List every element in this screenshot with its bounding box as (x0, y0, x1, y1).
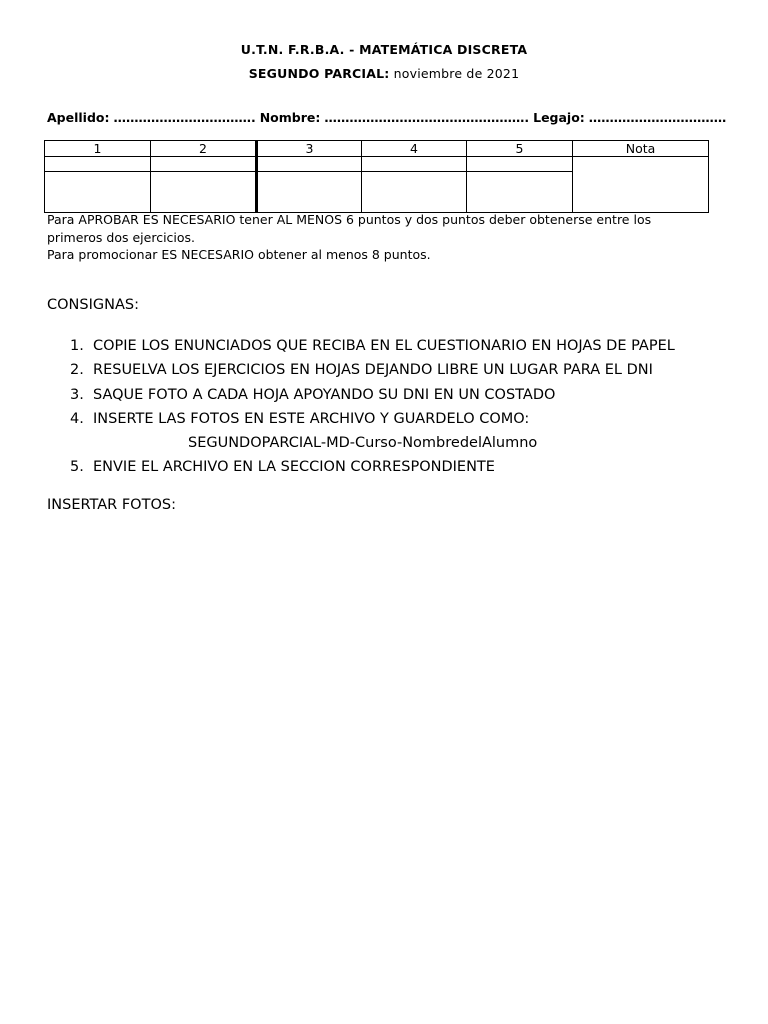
rule-line: Para promocionar ES NECESARIO obtener al menos 8 puntos. (47, 247, 431, 262)
list-item: 4. INSERTE LAS FOTOS EN ESTE ARCHIVO Y GUARDELO COMO: (70, 410, 530, 427)
apellido-label: Apellido: (47, 110, 110, 125)
passing-rules (47, 211, 727, 264)
rule-line: primeros dos ejercicios. (47, 229, 196, 245)
rule-line: Para APROBAR ES NECESARIO tener AL MENOS 6 puntos y dos puntos deber obtenerse entre los (47, 212, 652, 227)
grade-header-nota: Nota (573, 141, 709, 157)
grade-table (44, 140, 709, 213)
grade-header-3: 3 (257, 141, 362, 157)
filename-format: SEGUNDOPARCIAL-MD-Curso-NombredelAlumno (188, 435, 538, 452)
instructions-list (47, 337, 737, 483)
apellido-field[interactable]: ……………………………. (113, 110, 256, 125)
student-fields (47, 110, 727, 125)
nombre-label: Nombre: (259, 110, 321, 125)
consignas-heading: CONSIGNAS: (47, 297, 139, 313)
grade-table-header-row (45, 141, 709, 157)
grade-cell[interactable] (45, 157, 151, 172)
exam-subtitle (0, 66, 768, 81)
insert-photos-heading: INSERTAR FOTOS: (47, 497, 176, 513)
nombre-field[interactable]: …………………………………………. (324, 110, 530, 125)
grade-header-1: 1 (45, 141, 151, 157)
grade-cell[interactable] (362, 172, 467, 213)
exam-date: noviembre de 2021 (389, 66, 520, 81)
legajo-label: Legajo: (533, 110, 585, 125)
grade-cell[interactable] (45, 172, 151, 213)
exam-name: SEGUNDO PARCIAL: (248, 66, 390, 81)
list-item: 3. SAQUE FOTO A CADA HOJA APOYANDO SU DNI EN UN COSTADO (70, 386, 556, 403)
list-item: 2. RESUELVA LOS EJERCICIOS EN HOJAS DEJANDO LIBRE UN LUGAR PARA EL DNI (70, 362, 653, 379)
nota-cell[interactable] (573, 157, 709, 213)
grade-cell[interactable] (151, 172, 257, 213)
list-item: 5. ENVIE EL ARCHIVO EN LA SECCION CORRESPONDIENTE (70, 459, 495, 476)
document-title: U.T.N. F.R.B.A. - MATEMÁTICA DISCRETA (240, 42, 528, 57)
grade-cell[interactable] (257, 172, 362, 213)
grade-cell[interactable] (467, 172, 573, 213)
grade-header-2: 2 (151, 141, 257, 157)
grade-table-row (45, 157, 709, 172)
grade-header-4: 4 (362, 141, 467, 157)
list-item: 1. COPIE LOS ENUNCIADOS QUE RECIBA EN EL CUESTIONARIO EN HOJAS DE PAPEL (70, 338, 675, 354)
grade-cell[interactable] (362, 157, 467, 172)
legajo-field[interactable]: …………………………… (588, 110, 727, 125)
grade-cell[interactable] (151, 157, 257, 172)
grade-header-5: 5 (467, 141, 573, 157)
grade-cell[interactable] (467, 157, 573, 172)
grade-cell[interactable] (257, 157, 362, 172)
